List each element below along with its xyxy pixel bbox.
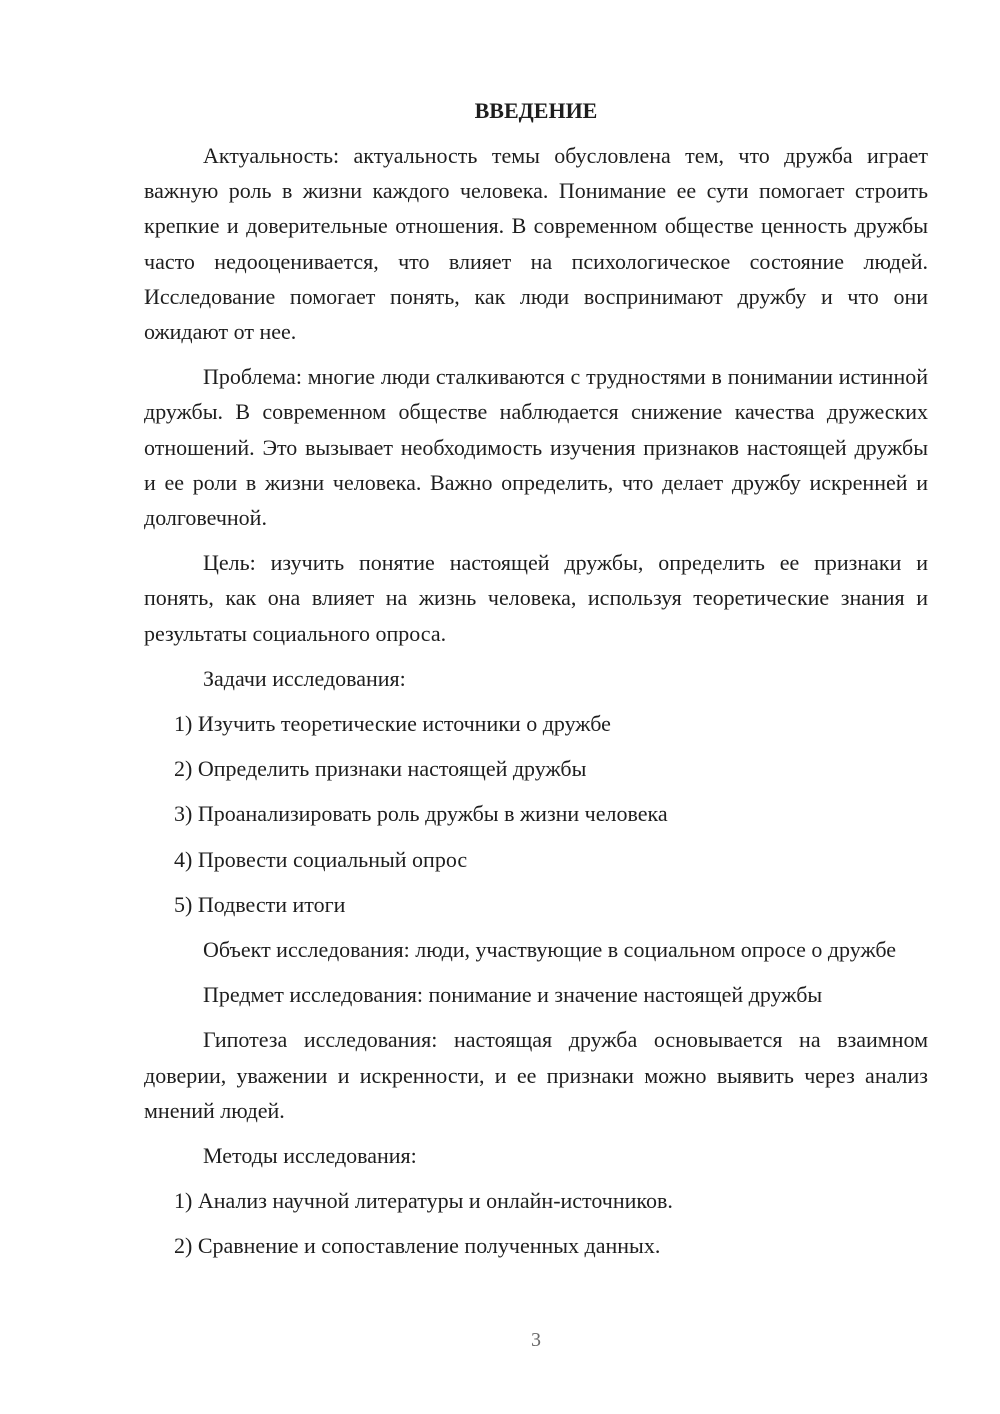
goal-paragraph: Цель: изучить понятие настоящей дружбы, определить ее признаки и понять, как она влияет на жизнь человека, используя теоретические знания и результаты социального опроса.: [144, 550, 928, 646]
problem-paragraph: Проблема: многие люди сталкиваются с трудностями в понимании истинной дружбы. В современном обществе наблюдается снижение качества дружеских отношений. Это вызывает необходимость изучения признаков настоящей дружбы и ее роли в жизни человека. Важно определить, что делает дружбу искренней и долговечной.: [144, 364, 928, 531]
methods-list: [144, 1183, 928, 1263]
methods-title: Методы исследования:: [203, 1143, 417, 1169]
list-item: 5) Подвести итоги: [174, 891, 346, 917]
list-item: 3) Проанализировать роль дружбы в жизни человека: [174, 801, 668, 827]
subject-paragraph: Предмет исследования: понимание и значение настоящей дружбы: [203, 982, 823, 1008]
list-item: 2) Определить признаки настоящей дружбы: [174, 756, 587, 782]
page-number: 3: [531, 1329, 541, 1351]
document-page: [144, 96, 928, 1274]
list-item: 1) Анализ научной литературы и онлайн-источников.: [174, 1188, 673, 1214]
object-paragraph: Объект исследования: люди, участвующие в социальном опросе о дружбе: [203, 937, 897, 963]
list-item: 4) Провести социальный опрос: [174, 846, 468, 872]
tasks-list: [144, 706, 928, 922]
tasks-title: Задачи исследования:: [203, 665, 406, 691]
hypothesis-paragraph: Гипотеза исследования: настоящая дружба основывается на взаимном доверии, уважении и искренности, и ее признаки можно выявить через анализ мнений людей.: [144, 1027, 928, 1123]
list-item: 2) Сравнение и сопоставление полученных данных.: [174, 1233, 661, 1259]
relevance-paragraph: Актуальность: актуальность темы обусловлена тем, что дружба играет важную роль в жизни каждого человека. Понимание ее сути помогает строить крепкие и доверительные отношения. В современном обществе ценность дружбы часто недооценивается, что влияет на психологическое состояние людей. Исследование помогает понять, как люди воспринимают дружбу и что они ожидают от нее.: [144, 143, 928, 345]
section-heading: ВВЕДЕНИЕ: [474, 98, 598, 123]
list-item: 1) Изучить теоретические источники о дружбе: [174, 711, 611, 737]
